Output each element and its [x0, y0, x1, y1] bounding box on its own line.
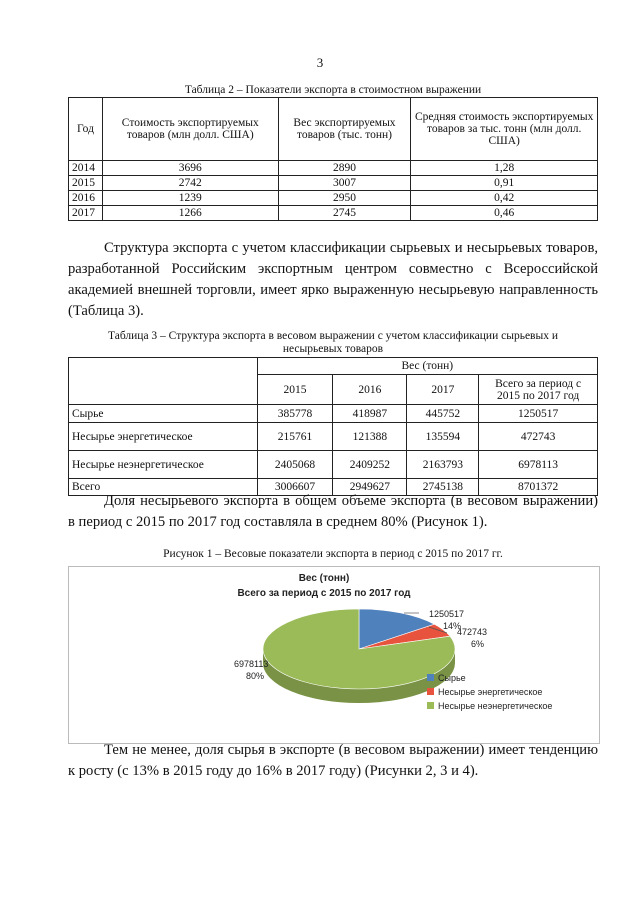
table-cell: 2745138: [407, 479, 479, 496]
data-label-percent: 14%: [443, 621, 462, 631]
legend-swatch: [427, 688, 434, 695]
table-cell: 2950: [278, 191, 411, 206]
table2-header-weight: Вес экспортируемых товаров (тыс. тонн): [278, 98, 411, 161]
table-cell: 8701372: [479, 479, 598, 496]
table2-header-avg: Средняя стоимость экспортируемых товаров за тыс. тонн (млн долл. США): [411, 98, 598, 161]
table3-corner-cell: [69, 358, 258, 405]
data-label-value: 472743: [457, 627, 488, 637]
table-cell: 1250517: [479, 405, 598, 423]
text-line: к росту (с 13% в 2015 году до 16% в 2017 году) (Рисунки 2, 3 и 4).: [68, 763, 479, 779]
table2-header-cost: Стоимость экспортируемых товаров (млн долл. США): [102, 98, 278, 161]
pie-layer: [263, 609, 455, 703]
table-cell: 472743: [479, 423, 598, 451]
table3-group-header: Вес (тонн): [257, 358, 597, 375]
table-cell: Сырье: [69, 405, 258, 423]
table-cell: 0,46: [411, 206, 598, 221]
table-row: [69, 423, 598, 451]
table-cell: Всего: [69, 479, 258, 496]
table-cell: 385778: [257, 405, 333, 423]
table-cell: 3696: [102, 161, 278, 176]
chart-subtitle: Всего за период с 2015 по 2017 год: [237, 588, 411, 599]
table-cell: 1,28: [411, 161, 598, 176]
table-cell: 2745: [278, 206, 411, 221]
data-label-percent: 6%: [471, 639, 485, 649]
table-cell: 6978113: [479, 451, 598, 479]
table-cell: 2409252: [333, 451, 407, 479]
table-cell: 1266: [102, 206, 278, 221]
pie-chart: [69, 567, 599, 743]
data-label-value: 6978113: [234, 659, 269, 669]
table-cell: 121388: [333, 423, 407, 451]
table3-caption-line1: Таблица 3 – Структура экспорта в весовом выражении с учетом классификации сырьевых и: [108, 330, 558, 342]
table3-header-2016: 2016: [333, 375, 407, 405]
paragraph-nonraw-share: [68, 491, 598, 533]
table-cell: 3007: [278, 176, 411, 191]
legend-label: Несырье неэнергетическое: [438, 701, 553, 711]
table3-caption-line2: несырьевых товаров: [282, 343, 384, 355]
table-row: [69, 191, 598, 206]
table-cell: 2015: [69, 176, 103, 191]
table-cell: 2405068: [257, 451, 333, 479]
text-line: Тем не менее, доля сырья в экспорте (в весовом выражении) имеет тенденцию: [104, 742, 598, 758]
chart-legend: [427, 673, 552, 711]
data-label-percent: 80%: [246, 671, 265, 681]
chart-title: Вес (тонн): [298, 573, 350, 584]
table-cell: Несырье неэнергетическое: [69, 451, 258, 479]
table-cell: 3006607: [257, 479, 333, 496]
table-cell: 2890: [278, 161, 411, 176]
text-line: Структура экспорта с учетом классификации сырьевых и несырьевых товаров,: [104, 240, 598, 256]
table2: [68, 97, 598, 221]
paragraph-export-structure: [68, 238, 598, 322]
text-line: разработанной Российским экспортным центром совместно с Всероссийской: [68, 261, 598, 277]
table-row: [69, 176, 598, 191]
table-row: [69, 206, 598, 221]
paragraph-raw-trend: [68, 740, 598, 782]
table-cell: 0,91: [411, 176, 598, 191]
table-cell: 135594: [407, 423, 479, 451]
table3-header-2017: 2017: [407, 375, 479, 405]
table3-header-2015: 2015: [257, 375, 333, 405]
figure1-caption: Рисунок 1 – Весовые показатели экспорта в период с 2015 по 2017 гг.: [163, 548, 503, 560]
table-row: [69, 161, 598, 176]
table-cell: 2163793: [407, 451, 479, 479]
table-cell: 2017: [69, 206, 103, 221]
text-line: академией внешней торговли, имеет ярко выраженную несырьевую направленность: [68, 282, 598, 298]
table-cell: 2014: [69, 161, 103, 176]
legend-label: Сырье: [438, 673, 466, 683]
pie-chart-container: [68, 566, 600, 744]
table-cell: 0,42: [411, 191, 598, 206]
text-line: Доля несырьевого экспорта в общем объеме экспорта (в весовом выражении): [104, 493, 598, 509]
table-cell: 445752: [407, 405, 479, 423]
legend-label: Несырье энергетическое: [438, 687, 543, 697]
table-cell: Несырье энергетическое: [69, 423, 258, 451]
table-cell: 215761: [257, 423, 333, 451]
table-cell: 2016: [69, 191, 103, 206]
table3: [68, 357, 598, 496]
text-line: в период с 2015 по 2017 год составляла в среднем 80% (Рисунок 1).: [68, 514, 488, 530]
legend-swatch: [427, 702, 434, 709]
table3-header-total: Всего за период с 2015 по 2017 год: [479, 375, 598, 405]
legend-swatch: [427, 674, 434, 681]
table2-header-year: Год: [69, 98, 103, 161]
table-cell: 1239: [102, 191, 278, 206]
table-row: [69, 405, 598, 423]
table-cell: 418987: [333, 405, 407, 423]
data-label-value: 1250517: [429, 609, 465, 619]
table-row: [69, 451, 598, 479]
table-cell: 2949627: [333, 479, 407, 496]
table2-caption: Таблица 2 – Показатели экспорта в стоимостном выражении: [184, 84, 482, 96]
page-number: 3: [316, 55, 324, 70]
table-cell: 2742: [102, 176, 278, 191]
text-line: (Таблица 3).: [68, 303, 144, 319]
